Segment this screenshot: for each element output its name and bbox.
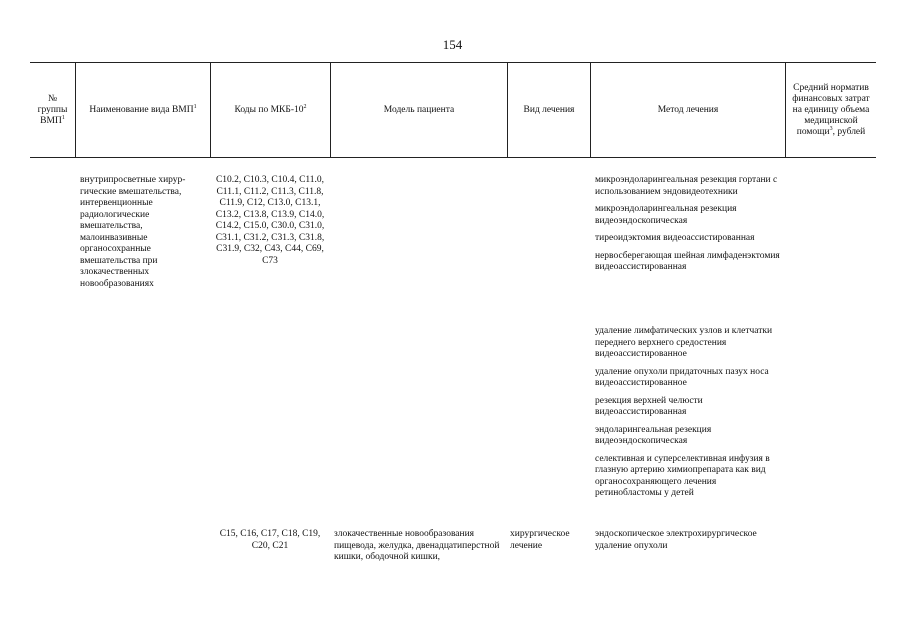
method-item: удаление лимфатических узлов и клетчатки переднего верхнего средостения видеоассистированное — [595, 326, 773, 359]
method-item: нервосберегающая шейная лимфаденэктомия видеоассистированная — [595, 250, 780, 272]
treatment-type-cell: хирургическое лечение — [510, 529, 570, 551]
page-number: 154 — [442, 37, 463, 52]
header-icd-codes: Коды по МКБ-$10^2$ — [234, 103, 307, 115]
method-item: эндоларингеальная резекция видеоэндоскопическая — [595, 424, 712, 446]
method-cell: эндоскопическое электрохирургическое удаление опухоли — [595, 529, 757, 551]
icd-codes-cell: C15, C16, C17, C18, C19, C20, C21 — [219, 529, 321, 551]
method-item: микроэндоларингеальная резекция гортани с использованием эндовидеотехники — [595, 175, 778, 197]
method-item: тиреоидэктомия видеоассистированная — [595, 233, 755, 243]
method-item: микроэндоларингеальная резекция видеоэндоскопическая — [595, 204, 737, 226]
method-item: селективная и суперселективная инфузия в глазную артерию химиопрепарата как вид органосохраняющего лечения ретинобластомы у детей — [595, 453, 770, 498]
patient-model-cell: злокачественные новообразования пищевода, желудка, двенадцатиперстной кишки, ободочной кишки, — [334, 529, 500, 562]
header-vmp-name: Наименование вида ВМП$^1$ — [89, 103, 197, 115]
vmp-name-cell: внутрипросветные хирур-гические вмешательства, интервенционные радиологические вмешательства, малоинвазивные органосохранные вмешательства при злокачественных новообразованиях — [80, 175, 186, 289]
method-item: резекция верхней челюсти видеоассистированная — [595, 395, 703, 417]
method-list-top — [595, 175, 783, 280]
icd-codes-cell: C10.2, C10.3, C10.4, C11.0, C11.1, C11.2, C11.3, C11.8, C11.9, C12, C13.0, C13.1, C13.2, C13.8, C13.9, C14.0, C14.2, C15.0, C30.0, C31.0, C31.1, C31.2, C31.3, C31.8, C31.9, C32, C43, C44, C69, C73 — [215, 175, 325, 266]
method-item: удаление опухоли придаточных пазух носа видеоассистированное — [595, 366, 769, 388]
header-group-number: № группы ВМП$^1$ — [37, 93, 68, 126]
header-patient-model: Модель пациента — [383, 104, 455, 115]
header-cost-standard: Средний норматив финансовых затрат на единицу объема медицинской помощи$^3$, рублей — [792, 82, 870, 137]
header-treatment-type: Вид лечения — [523, 104, 575, 115]
header-treatment-method: Метод лечения — [657, 104, 719, 115]
method-list-bottom — [595, 326, 783, 506]
